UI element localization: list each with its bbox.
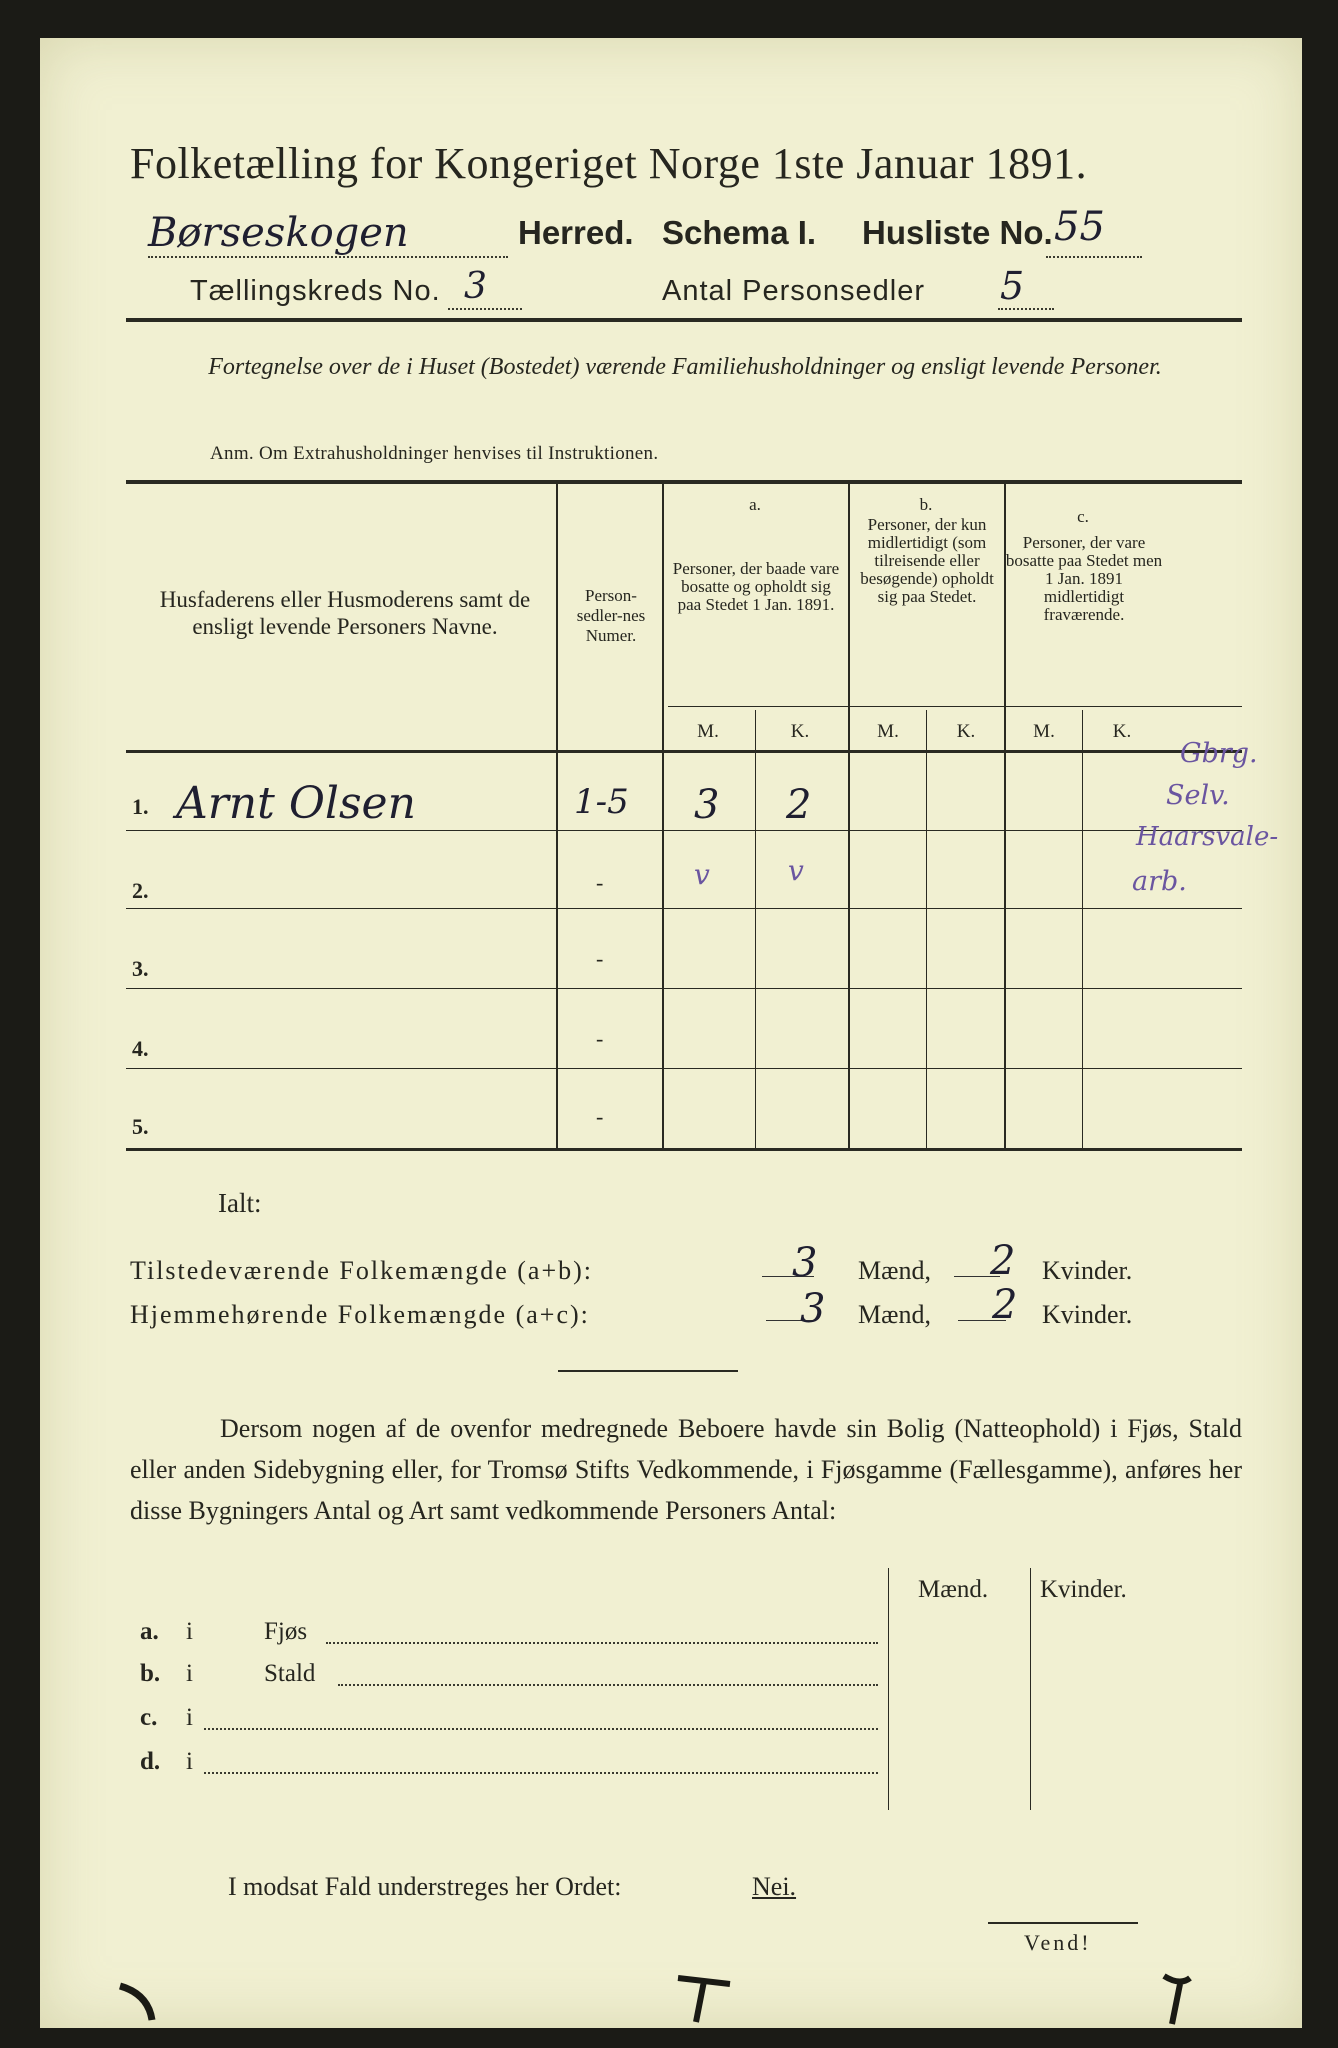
buildings-kvinder-header: Kvinder. [1040,1576,1127,1603]
herred-label: Herred. [518,214,634,251]
table-top-rule [126,480,1242,484]
row-number: 2. [132,878,149,903]
kreds-label: Tællingskreds No. [190,275,441,307]
a-k-label: K. [790,721,810,742]
building-item-i: i [186,1660,193,1687]
table-bottom-rule [126,1148,1242,1151]
hjemme-k-value: 2 [992,1282,1018,1328]
col-header-b-letter: b. [919,495,933,514]
row-a-m: 3 [694,782,720,828]
hjemme-maend: Mænd, [858,1300,931,1329]
binding-marks [40,1958,1302,2028]
schema-label: Schema I. [662,214,817,251]
tilstede-maend: Mænd, [858,1256,931,1285]
row-numer: - [596,1104,604,1129]
row-numer: - [596,1026,604,1051]
col-header-names: Husfaderens eller Husmoderens samt de ensligt levende Personers Navne. [159,587,531,639]
buildings-paragraph: Dersom nogen af de ovenfor medregnede Beboere havde sin Bolig (Natteophold) i Fjøs, Stald eller anden Sidebygning eller, for Tromsø Stifts Vedkommende, i Fjøsgamme (Fællesgamme), anføres her disse Bygningers Antal og Art samt vedkommende Personers Antal: [130,1414,1242,1525]
row-number: 1. [132,794,149,819]
kreds-value: 3 [464,266,487,307]
margin-note-occupation: arb. [1132,866,1187,897]
modsat-word-nei: Nei. [752,1872,797,1901]
row-numer: - [596,870,604,895]
ialt-label: Ialt: [218,1188,262,1218]
col-header-b: Personer, der kun midlertidigt (som tilreisende eller besøgende) opholdt sig paa Stedet. [860,515,994,606]
tilstede-label: Tilstedeværende Folkemængde (a+b): [130,1256,593,1285]
hjemme-m-value: 3 [800,1286,826,1332]
hjemme-label: Hjemmehørende Folkemængde (a+c): [130,1300,590,1329]
row-numer: - [596,946,604,971]
col-header-c-letter: c. [1077,507,1089,526]
herred-value: Børseskogen [148,210,409,256]
margin-note-occupation: Haarsvale- [1136,822,1279,852]
building-item-i: i [186,1704,193,1731]
building-item-letter: d. [140,1748,161,1775]
margin-note-occupation: Selv. [1166,780,1230,811]
building-item-letter: b. [140,1660,161,1687]
margin-note-occupation: Gbrg. [1180,738,1258,769]
col-header-c: Personer, der vare bosatte paa Stedet men 1 Jan. 1891 midlertidigt fraværende. [1005,533,1163,624]
modsat-label: I modsat Fald understreges her Ordet: [228,1872,622,1901]
vend-label: Vend! [1024,1930,1092,1955]
building-item-name: Fjøs [264,1618,308,1645]
building-item-name: Stald [264,1660,316,1687]
anm-note: Anm. Om Extrahusholdninger henvises til Instruktionen. [210,443,659,464]
row-numer: 1-5 [574,782,629,822]
row-a-k: v [788,854,804,887]
personsedler-label: Antal Personsedler [662,275,926,307]
b-k-label: K. [956,721,976,742]
building-item-letter: a. [140,1618,159,1645]
row-name: Arnt Olsen [176,778,416,829]
tilstede-kvinder: Kvinder. [1042,1256,1133,1285]
tilstede-k-value: 2 [990,1238,1016,1284]
section-divider [558,1370,738,1372]
row-a-k: 2 [786,782,812,828]
personsedler-value: 5 [1000,264,1025,308]
b-m-label: M. [877,721,899,742]
header-rule [126,318,1242,322]
c-k-label: K. [1112,721,1132,742]
col-header-numer: Person-sedler-nes Numer. [576,586,646,645]
building-item-i: i [186,1618,193,1645]
husliste-value: 55 [1054,204,1105,250]
c-m-label: M. [1033,721,1055,742]
row-a-m: v [694,858,710,891]
building-item-letter: c. [140,1704,158,1731]
table-header-bottom-rule [126,750,1242,753]
row-number: 3. [132,956,149,981]
building-item-i: i [186,1748,193,1775]
hjemme-kvinder: Kvinder. [1042,1300,1133,1329]
intro-heading: Fortegnelse over de i Huset (Bostedet) værende Familiehusholdninger og ensligt levende Personer. [208,354,1162,380]
husliste-label: Husliste No. [862,214,1053,251]
row-number: 4. [132,1036,149,1061]
row-number: 5. [132,1114,149,1139]
tilstede-m-value: 3 [792,1240,818,1286]
col-header-a: Personer, der baade vare bosatte og opholdt sig paa Stedet 1 Jan. 1891. [672,559,840,614]
census-form-sheet [40,38,1302,2028]
a-m-label: M. [697,721,719,742]
form-title: Folketælling for Kongeriget Norge 1ste Januar 1891. [130,139,1088,188]
buildings-maend-header: Mænd. [918,1576,989,1603]
col-header-a-letter: a. [749,495,761,514]
